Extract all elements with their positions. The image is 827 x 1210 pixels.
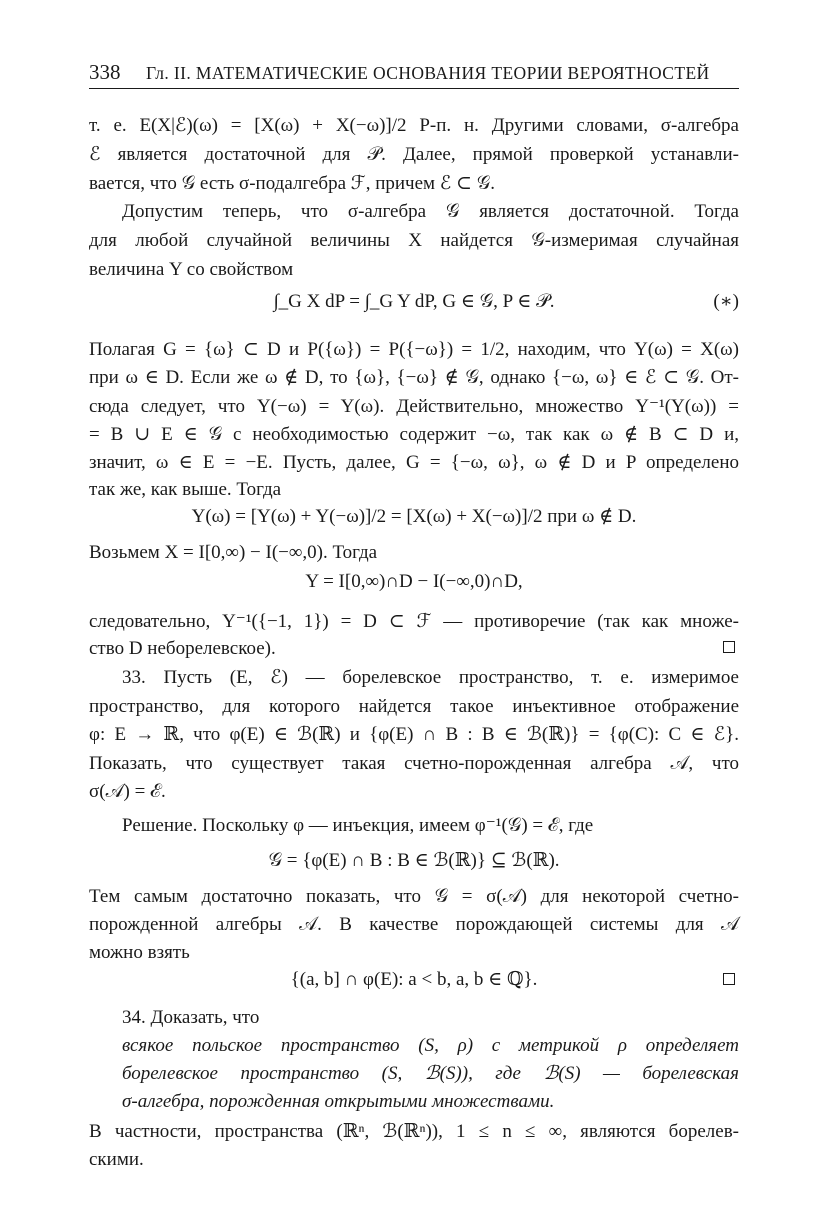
problem-34-line: 34. Доказать, что xyxy=(122,1007,260,1028)
text-line: вается, что 𝒢 есть σ-подалгебра ℱ, причем ℰ ⊂ 𝒢. xyxy=(89,173,495,194)
text-line: порожденной алгебры 𝒜. В качестве порождающей системы для 𝒜 xyxy=(89,914,739,935)
running-head: Гл. II. МАТЕМАТИЧЕСКИЕ ОСНОВАНИЯ ТЕОРИИ ВЕРОЯТНОСТЕЙ xyxy=(146,63,710,83)
text-line: т. е. E(X|ℰ)(ω) = [X(ω) + X(−ω)]/2 P-п. н. Другими словами, σ-алгебра xyxy=(89,115,739,136)
display-formula: {(a, b] ∩ φ(E): a < b, a, b ∈ ℚ}. xyxy=(290,969,538,990)
text-line: скими. xyxy=(89,1149,144,1170)
text-line: для любой случайной величины X найдется 𝒢-измеримая случайная xyxy=(89,230,739,251)
italic-statement-line: всякое польское пространство (S, ρ) с метрикой ρ определяет xyxy=(122,1035,739,1056)
formula-integral: ∫_G X dP = ∫_G Y dP, G ∈ 𝒢, P ∈ 𝒫. xyxy=(273,291,555,312)
page-number: 338 xyxy=(89,60,121,84)
text-line: можно взять xyxy=(89,942,190,963)
display-formula: Y(ω) = [Y(ω) + Y(−ω)]/2 = [X(ω) + X(−ω)]/2 при ω ∉ D. xyxy=(191,506,637,527)
italic-statement-line: σ-алгебра, порожденная открытыми множествами. xyxy=(122,1091,555,1112)
text-line: ℰ является достаточной для 𝒫. Далее, прямой проверкой устанавли- xyxy=(89,144,739,165)
qed-square xyxy=(723,973,735,985)
text-line: так же, как выше. Тогда xyxy=(89,479,282,500)
solution-line: Решение. Поскольку φ — инъекция, имеем φ⁻¹(𝒢) = ℰ, где xyxy=(122,815,594,836)
page-header xyxy=(89,58,739,89)
text-line: σ(𝒜) = ℰ. xyxy=(89,781,166,802)
italic-statement-line: борелевское пространство (S, ℬ(S)), где ℬ(S) — борелевская xyxy=(122,1063,739,1084)
text-line: пространство, для которого найдется такое инъективное отображение xyxy=(89,696,739,717)
text-line: величина Y со свойством xyxy=(89,259,294,280)
display-formula: 𝒢 = {φ(E) ∩ B : B ∈ ℬ(ℝ)} ⊆ ℬ(ℝ). xyxy=(268,850,560,871)
display-formula xyxy=(89,290,739,314)
formula-tag: (∗) xyxy=(713,291,739,312)
problem-33-line: 33. Пусть (E, ℰ) — борелевское пространство, т. е. измеримое xyxy=(122,667,739,688)
text-line: ство D неборелевское). xyxy=(89,638,276,659)
text-line: Тем самым достаточно показать, что 𝒢 = σ(𝒜) для некоторой счетно- xyxy=(89,886,739,907)
text-line: Допустим теперь, что σ-алгебра 𝒢 является достаточной. Тогда xyxy=(122,201,739,222)
text-line: = B ∪ E ∈ 𝒢 с необходимостью содержит −ω, так как ω ∉ B ⊂ D и, xyxy=(89,424,739,445)
text-line: сюда следует, что Y(−ω) = Y(ω). Действительно, множество Y⁻¹(Y(ω)) = xyxy=(89,396,739,417)
text-line: В частности, пространства (ℝⁿ, ℬ(ℝⁿ)), 1 ≤ n ≤ ∞, являются борелев- xyxy=(89,1121,739,1142)
text-line: следовательно, Y⁻¹({−1, 1}) = D ⊂ ℱ — противоречие (так как множе- xyxy=(89,611,739,632)
qed-square xyxy=(723,641,735,653)
text-line: Показать, что существует такая счетно-порожденная алгебра 𝒜, что xyxy=(89,753,739,774)
text-line: Возьмем X = I[0,∞) − I(−∞,0). Тогда xyxy=(89,542,378,563)
text-line: Полагая G = {ω} ⊂ D и P({ω}) = P({−ω}) = 1/2, находим, что Y(ω) = X(ω) xyxy=(89,339,739,360)
display-formula: Y = I[0,∞)∩D − I(−∞,0)∩D, xyxy=(305,571,523,592)
text-line: значит, ω ∈ E = −E. Пусть, далее, G = {−ω, ω}, ω ∉ D и P определено xyxy=(89,452,739,473)
text-line: при ω ∈ D. Если же ω ∉ D, то {ω}, {−ω} ∉ 𝒢, однако {−ω, ω} ∈ ℰ ⊂ 𝒢. От- xyxy=(89,367,739,388)
text-line: φ: E → ℝ, что φ(E) ∈ ℬ(ℝ) и {φ(E) ∩ B : B ∈ ℬ(ℝ)} = {φ(C): C ∈ ℰ}. xyxy=(89,724,739,745)
